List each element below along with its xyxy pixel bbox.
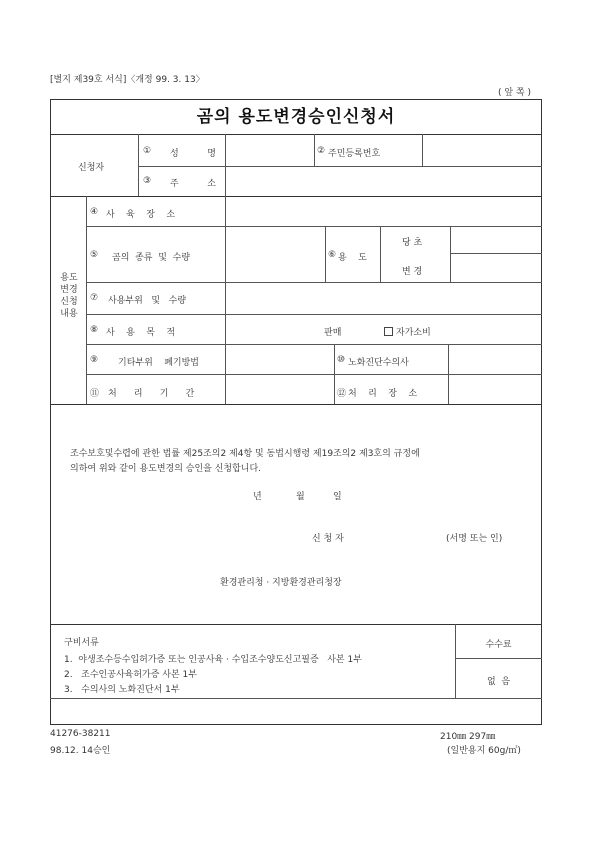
- docs-item: 2. 조수인공사육허가증 사본 1부: [64, 670, 197, 680]
- period-label: 처 리 기 간: [108, 389, 195, 399]
- name-label: 성 명: [170, 149, 216, 159]
- rule: [455, 658, 542, 659]
- place-field[interactable]: [450, 376, 540, 402]
- date-month: 월: [296, 492, 305, 502]
- rule: [225, 196, 226, 404]
- rule: [138, 166, 542, 167]
- period-field[interactable]: [227, 376, 332, 402]
- rule: [314, 134, 315, 166]
- applicant-section-label: 신청자: [78, 163, 105, 173]
- rule: [86, 196, 87, 404]
- fee-value: 없 음: [486, 677, 511, 687]
- date-day: 일: [333, 492, 342, 502]
- rule: [86, 226, 542, 227]
- vet-field[interactable]: [450, 346, 540, 372]
- rrn-label: 주민등록번호: [328, 149, 381, 159]
- sale-option[interactable]: 판매: [324, 328, 342, 338]
- rrn-field[interactable]: [424, 136, 540, 164]
- disposal-number: ⑨: [90, 355, 99, 365]
- statement-line-1: 조수보호및수렵에 관한 법률 제25조의2 제4항 및 동법시행령 제19조의2 제3호의 규정에: [70, 449, 420, 459]
- name-number: ①: [143, 146, 152, 156]
- parts-number: ⑦: [90, 293, 99, 303]
- rrn-number: ②: [317, 146, 326, 156]
- name-field[interactable]: [227, 136, 312, 164]
- paper-size: 210㎜ 297㎜: [440, 732, 496, 742]
- rule: [422, 134, 423, 166]
- parts-label: 사용부위 및 수량: [108, 296, 187, 306]
- form-title: 곰의 용도변경승인신청서: [196, 107, 396, 127]
- location-number: ④: [90, 207, 99, 217]
- docs-item: 1. 야생조수등수입허가증 또는 인공사육 · 수입조수양도신고필증 사본 1부: [64, 655, 362, 665]
- changed-use-field[interactable]: [452, 255, 540, 280]
- disposal-field[interactable]: [227, 346, 332, 372]
- vet-label: 노화진단수의사: [348, 358, 409, 368]
- rule: [50, 698, 542, 699]
- use-purpose-label: 사 용 목 적: [106, 328, 176, 338]
- rule: [86, 314, 542, 315]
- place-label: 처 리 장 소: [348, 389, 418, 399]
- fee-label: 수수료: [485, 640, 512, 650]
- self-consumption-option[interactable]: [384, 325, 431, 338]
- rule: [50, 196, 542, 197]
- rule: [225, 134, 226, 196]
- address-label: 주 소: [170, 179, 216, 189]
- use-purpose-number: ⑧: [90, 325, 99, 335]
- species-label: 곰의 종류 및 수량: [112, 253, 191, 263]
- original-use-label: 당 초: [402, 238, 423, 248]
- rule: [86, 374, 542, 375]
- address-number: ③: [143, 176, 152, 186]
- changed-use-label: 변 경: [402, 267, 423, 277]
- rule: [138, 134, 139, 196]
- change-section-label: 용도 변경 신청 내용: [60, 273, 78, 319]
- title-rule: [50, 134, 542, 135]
- docs-title: 구비서류: [64, 638, 99, 648]
- period-number: ⑪: [90, 389, 100, 399]
- rule: [380, 226, 381, 282]
- species-number: ⑤: [90, 250, 99, 260]
- species-field[interactable]: [227, 228, 323, 280]
- original-use-field[interactable]: [452, 228, 540, 251]
- approval-date: 98.12. 14승인: [50, 746, 111, 756]
- signature-note: (서명 또는 인): [446, 534, 503, 544]
- place-number: ⑫: [337, 389, 347, 399]
- date-year: 년: [253, 492, 262, 502]
- purpose-number: ⑥: [328, 250, 337, 260]
- recipient: 환경관리청 · 지방환경관리청장: [220, 578, 342, 588]
- statement-line-2: 의하여 위와 같이 용도변경의 승인을 신청합니다.: [70, 464, 262, 474]
- rule: [450, 226, 451, 282]
- form-number: [별지 제39호 서식]〈개정 99. 3. 13〉: [50, 75, 205, 85]
- location-label: 사 육 장 소: [106, 210, 176, 220]
- page-side: ( 앞 쪽 ): [498, 88, 531, 98]
- purpose-label: 용 도: [338, 253, 367, 263]
- location-field[interactable]: [227, 198, 540, 224]
- rule: [50, 404, 542, 405]
- address-field[interactable]: [227, 168, 540, 194]
- rule: [86, 282, 542, 283]
- vet-number: ⑩: [337, 355, 346, 365]
- form-code: 41276-38211: [50, 729, 111, 739]
- docs-item: 3. 수의사의 노화진단서 1부: [64, 685, 180, 695]
- rule: [325, 226, 326, 282]
- self-consumption-label: 자가소비: [396, 328, 431, 338]
- checkbox-icon[interactable]: [384, 327, 393, 336]
- rule: [334, 344, 335, 404]
- rule: [50, 624, 542, 625]
- paper-type: (일반용지 60g/㎡): [447, 746, 521, 756]
- rule: [448, 344, 449, 404]
- disposal-label: 기타부위 폐기방법: [118, 358, 199, 368]
- applicant-sign-label: 신 청 자: [312, 534, 344, 544]
- rule: [86, 344, 542, 345]
- parts-field[interactable]: [227, 284, 540, 312]
- rule: [450, 253, 542, 254]
